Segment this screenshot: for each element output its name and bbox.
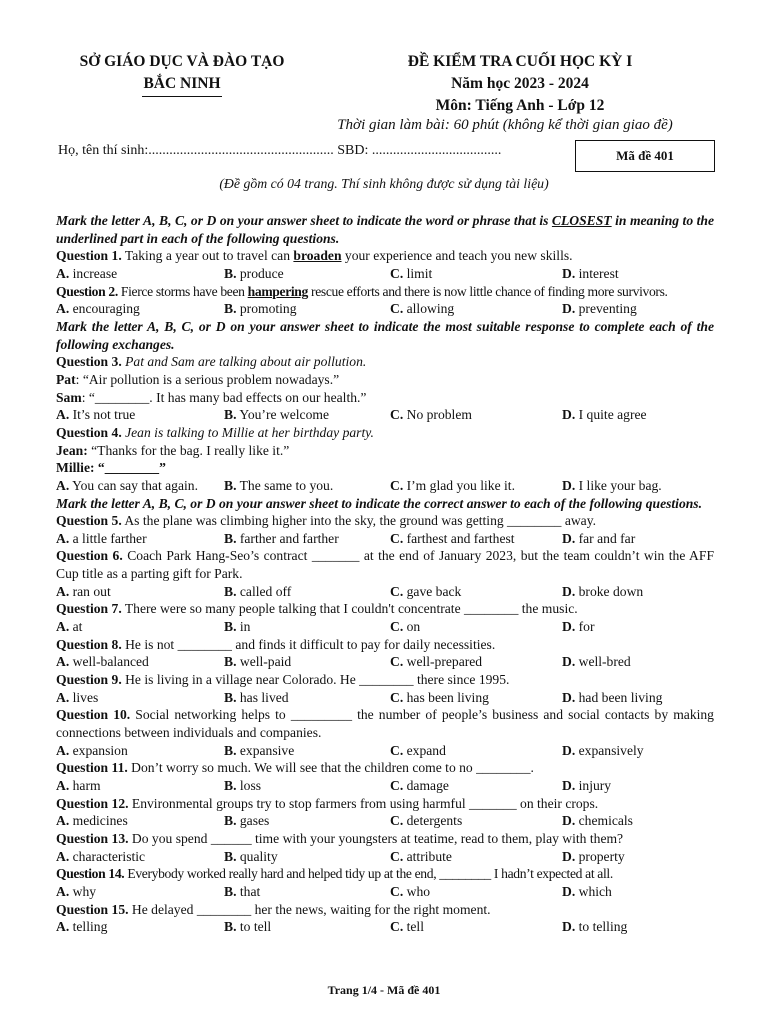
option-a: A. harm <box>56 778 101 793</box>
questions-area <box>56 212 714 936</box>
question-text: There were so many people talking that I couldn't concentrate ________ the music. <box>121 601 578 617</box>
question-10 <box>56 706 714 741</box>
question-context: Pat and Sam are talking about air pollution. <box>121 354 367 370</box>
header-divider <box>142 96 222 97</box>
dialogue-text: : “________. It has many bad effects on our health.” <box>81 389 367 405</box>
option-d: D. property <box>562 848 625 864</box>
question-label: Question 8. <box>56 636 122 652</box>
option-c: C. has been living <box>390 689 489 705</box>
question-label: Question 3. <box>56 354 122 370</box>
province-name: BẮC NINH <box>143 75 221 92</box>
question-1-options <box>56 265 714 283</box>
question-6 <box>56 547 714 582</box>
school-year: Năm học 2023 - 2024 <box>451 75 589 92</box>
question-7 <box>56 600 714 618</box>
option-d: D. well-bred <box>562 654 631 670</box>
option-d: D. interest <box>562 265 619 281</box>
option-b: B. called off <box>224 583 292 599</box>
question-12 <box>56 795 714 813</box>
instruction-keyword: CLOSEST <box>551 213 612 228</box>
question-15-options <box>56 918 714 936</box>
option-b: B. farther and farther <box>224 530 339 546</box>
question-label: Question 1. <box>56 248 122 264</box>
underlined-word: broaden <box>293 248 342 264</box>
question-text: Environmental groups try to stop farmers from using harmful _______ on their crops. <box>128 795 599 811</box>
question-label: Question 9. <box>56 672 122 688</box>
question-14 <box>56 865 714 883</box>
question-label: Question 7. <box>56 601 122 617</box>
option-d: D. which <box>562 883 612 899</box>
option-d: D. broke down <box>562 583 644 599</box>
instruction-text: in meaning to the underlined part in each of the following questions. <box>56 213 714 246</box>
option-b: B. loss <box>224 778 262 793</box>
option-d: D. I like your bag. <box>562 477 662 493</box>
option-a: A. ran out <box>56 583 111 599</box>
option-a: A. characteristic <box>56 848 146 864</box>
option-a: A. expansion <box>56 742 128 758</box>
question-11-options <box>56 777 714 795</box>
option-b: B. has lived <box>224 689 289 705</box>
department-header <box>62 51 302 97</box>
option-c: C. damage <box>390 778 449 793</box>
question-text: Social networking helps to _________ the number of people’s business and social contacts by making connections between individuals and companies. <box>56 707 714 741</box>
question-label: Question 10. <box>56 707 131 723</box>
option-d: D. for <box>562 619 595 635</box>
page-footer: Trang 1/4 - Mã đề 401 <box>327 983 441 997</box>
option-a: A. It’s not true <box>56 407 136 423</box>
question-12-options <box>56 812 714 830</box>
option-d: D. to telling <box>562 919 628 935</box>
question-text: Do you spend ______ time with your youngsters at teatime, read to them, play with them? <box>128 830 624 846</box>
option-a: A. encouraging <box>56 301 140 317</box>
option-b: B. that <box>224 883 261 899</box>
option-c: C. farthest and farthest <box>390 530 515 546</box>
option-b: B. The same to you. <box>224 477 334 493</box>
option-b: B. gases <box>224 813 270 829</box>
dialogue-line <box>56 389 714 407</box>
question-5-options <box>56 530 714 548</box>
question-8 <box>56 636 714 654</box>
question-9-options <box>56 689 714 707</box>
instruction-text: Mark the letter A, B, C, or D on your answer sheet to indicate the word or phrase that is <box>56 213 552 228</box>
question-5 <box>56 512 714 530</box>
option-c: C. well-prepared <box>390 654 483 670</box>
question-label: Question 4. <box>56 424 122 440</box>
department-name: SỞ GIÁO DỤC VÀ ĐÀO TẠO <box>79 53 285 70</box>
question-text: Don’t worry so much. We will see that the children come to no ________. <box>127 760 534 776</box>
question-text: He is living in a village near Colorado. He ________ there since 1995. <box>121 672 510 688</box>
option-d: D. injury <box>562 778 612 793</box>
option-c: C. limit <box>390 265 433 281</box>
question-14-options <box>56 883 714 901</box>
student-info-line: Họ, tên thí sinh:..................................................... SBD: ..................................... <box>58 143 502 158</box>
question-label: Question 6. <box>56 548 123 564</box>
option-c: C. No problem <box>390 407 472 423</box>
option-a: A. well-balanced <box>56 654 149 670</box>
question-text: your experience and teach you new skills. <box>341 248 573 264</box>
exam-code: Mã đề 401 <box>616 148 674 163</box>
question-4 <box>56 424 714 442</box>
question-text: Taking a year out to travel can <box>121 248 294 264</box>
option-c: C. tell <box>390 919 424 935</box>
option-d: D. far and far <box>562 530 636 546</box>
exam-code-box <box>575 140 715 172</box>
question-4-options <box>56 477 714 495</box>
speaker-name: Pat <box>56 371 76 387</box>
question-10-options <box>56 742 714 760</box>
time-note: Thời gian làm bài: 60 phút (không kể thời gian giao đề) <box>337 117 673 133</box>
option-c: C. expand <box>390 742 446 758</box>
question-3 <box>56 353 714 371</box>
option-b: B. promoting <box>224 301 297 317</box>
exam-title: ĐỀ KIỂM TRA CUỐI HỌC KỲ I <box>407 53 633 70</box>
question-7-options <box>56 618 714 636</box>
exam-header <box>340 51 700 117</box>
option-c: C. gave back <box>390 583 462 599</box>
question-6-options <box>56 583 714 601</box>
question-text: rescue efforts and there is now little chance of finding more survivors. <box>307 283 668 299</box>
option-b: B. in <box>224 619 251 635</box>
question-2 <box>56 283 714 301</box>
question-text: Everybody worked really hard and helped tidy up at the end, ________ I hadn’t expected at all. <box>124 866 613 882</box>
section-2-instruction: Mark the letter A, B, C, or D on your answer sheet to indicate the most suitable response to complete each of the following exchanges. <box>56 318 714 352</box>
question-context: Jean is talking to Millie at her birthday party. <box>121 424 374 440</box>
question-label: Question 5. <box>56 513 122 529</box>
question-1 <box>56 247 714 265</box>
option-c: C. who <box>390 883 431 899</box>
option-d: D. had been living <box>562 689 663 705</box>
question-label: Question 14. <box>56 866 125 882</box>
dialogue-line <box>56 459 714 477</box>
question-8-options <box>56 653 714 671</box>
option-c: C. allowing <box>390 301 455 317</box>
question-text: As the plane was climbing higher into the sky, the ground was getting ________ away. <box>121 513 597 529</box>
option-c: C. detergents <box>390 813 463 829</box>
question-text: Coach Park Hang-Seo’s contract _______ at the end of January 2023, but the team couldn’t win the AFF Cup title as a parting gift for Park. <box>56 548 714 582</box>
section-3-instruction: Mark the letter A, B, C, or D on your answer sheet to indicate the correct answer to each of the following questions. <box>56 495 702 511</box>
option-b: B. produce <box>224 265 284 281</box>
option-a: A. lives <box>56 689 99 705</box>
option-b: B. quality <box>224 848 278 864</box>
option-b: B. to tell <box>224 919 272 935</box>
option-d: D. expansively <box>562 742 644 758</box>
question-label: Question 2. <box>56 283 118 299</box>
option-a: A. a little farther <box>56 530 147 546</box>
section-1-instruction <box>56 212 714 247</box>
dialogue-line <box>56 371 714 389</box>
option-b: B. expansive <box>224 742 295 758</box>
question-text: He delayed ________ her the news, waiting for the right moment. <box>128 901 491 917</box>
underlined-word: hampering <box>247 283 308 299</box>
option-a: A. medicines <box>56 813 128 829</box>
subject-line: Môn: Tiếng Anh - Lớp 12 <box>435 97 605 114</box>
speaker-name: Millie: “________” <box>56 460 166 476</box>
question-label: Question 12. <box>56 795 129 811</box>
question-label: Question 15. <box>56 901 129 917</box>
question-text: Fierce storms have been <box>117 283 248 299</box>
question-13 <box>56 830 714 848</box>
question-label: Question 13. <box>56 830 129 846</box>
question-label: Question 11. <box>56 760 128 776</box>
question-13-options <box>56 848 714 866</box>
option-a: A. why <box>56 883 97 899</box>
speaker-name: Sam <box>56 389 82 405</box>
dialogue-line <box>56 442 714 460</box>
question-2-options <box>56 300 714 318</box>
option-d: D. I quite agree <box>562 407 647 423</box>
option-c: C. attribute <box>390 848 452 864</box>
dialogue-text: : “Air pollution is a serious problem nowadays.” <box>75 371 340 387</box>
option-a: A. telling <box>56 919 108 935</box>
question-9 <box>56 671 714 689</box>
question-3-options <box>56 406 714 424</box>
question-text: He is not ________ and finds it difficult to pay for daily necessities. <box>121 636 496 652</box>
option-c: C. on <box>390 619 421 635</box>
option-a: A. at <box>56 619 83 635</box>
speaker-name: Jean: <box>56 442 88 458</box>
option-b: B. You’re welcome <box>224 407 329 423</box>
exam-note: (Đề gồm có 04 trang. Thí sinh không được sử dụng tài liệu) <box>219 176 549 191</box>
option-a: A. You can say that again. <box>56 477 198 493</box>
option-d: D. preventing <box>562 301 637 317</box>
question-15 <box>56 901 714 919</box>
option-c: C. I’m glad you like it. <box>390 477 515 493</box>
dialogue-text: “Thanks for the bag. I really like it.” <box>87 442 290 458</box>
question-11 <box>56 759 714 777</box>
option-a: A. increase <box>56 265 118 281</box>
option-d: D. chemicals <box>562 813 633 829</box>
option-b: B. well-paid <box>224 654 292 670</box>
